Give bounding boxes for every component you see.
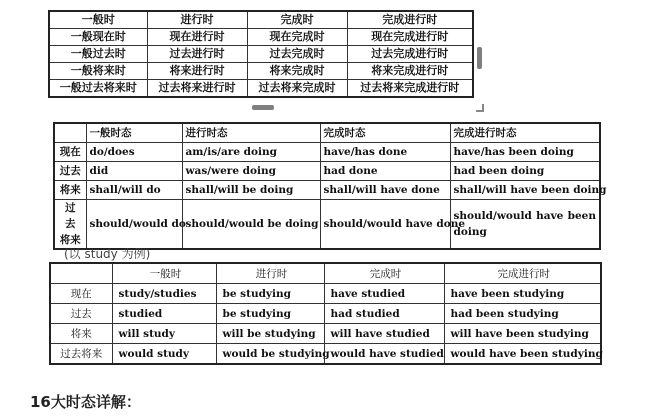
table-row (49, 11, 473, 29)
table-header-cell: 进行时 (216, 263, 324, 284)
resize-handle-corner[interactable] (476, 104, 484, 112)
table-header-row (54, 123, 600, 143)
table-row (54, 143, 600, 162)
table-cell: 进行时 (147, 11, 247, 29)
resize-handle-bottom[interactable] (252, 105, 274, 110)
table-cell: will study (112, 324, 216, 344)
table-cell: should/would do (86, 200, 182, 250)
table-cell: am/is/are doing (182, 143, 320, 162)
table-cell: will have studied (324, 324, 444, 344)
table-cell: 完成时 (247, 11, 347, 29)
table-header-cell (54, 123, 86, 143)
table-cell: would be studying (216, 344, 324, 365)
row-label: 将来 (54, 181, 86, 200)
table-header-cell: 一般时 (112, 263, 216, 284)
table-cell: have/has been doing (450, 143, 600, 162)
table-header-cell: 进行时态 (182, 123, 320, 143)
table-cell: 一般过去时 (49, 46, 147, 63)
section-heading: 16大时态详解： (30, 393, 141, 411)
table-row (49, 29, 473, 46)
row-label: 过去 (54, 162, 86, 181)
table-row (50, 344, 601, 365)
tense-overview-table (48, 10, 474, 98)
table-cell: be studying (216, 304, 324, 324)
table-cell: 现在完成进行时 (347, 29, 473, 46)
table-cell: 将来进行时 (147, 63, 247, 80)
table-cell: shall/will have been doing (450, 181, 600, 200)
table-cell: 完成进行时 (347, 11, 473, 29)
table-cell: 过去将来进行时 (147, 80, 247, 98)
row-label: 过 去 将来 (54, 200, 86, 250)
table-cell: had been doing (450, 162, 600, 181)
table-cell: study/studies (112, 284, 216, 304)
table-cell: had studied (324, 304, 444, 324)
study-example-table (49, 262, 602, 365)
table-cell: shall/will be doing (182, 181, 320, 200)
table-row (54, 162, 600, 181)
table-cell: have been studying (444, 284, 601, 304)
table-cell: have/has done (320, 143, 450, 162)
table-cell: 过去将来完成时 (247, 80, 347, 98)
table-header-cell: 完成时态 (320, 123, 450, 143)
row-label: 现在 (50, 284, 112, 304)
table-cell: shall/will do (86, 181, 182, 200)
table-cell: 现在进行时 (147, 29, 247, 46)
resize-handle-right[interactable] (477, 47, 482, 69)
table-header-cell: 完成进行时态 (450, 123, 600, 143)
table-header-cell: 一般时态 (86, 123, 182, 143)
table-row (50, 284, 601, 304)
table-cell: did (86, 162, 182, 181)
row-label: 过去 (50, 304, 112, 324)
table-cell: was/were doing (182, 162, 320, 181)
table-cell: 过去完成时 (247, 46, 347, 63)
table-cell: had been studying (444, 304, 601, 324)
row-label: 现在 (54, 143, 86, 162)
table-header-cell: 完成进行时 (444, 263, 601, 284)
table-cell: should/would have been doing (450, 200, 600, 250)
table-row (54, 181, 600, 200)
row-label: 将来 (50, 324, 112, 344)
table-cell: 一般时 (49, 11, 147, 29)
table-header-cell: 完成时 (324, 263, 444, 284)
table-cell: 将来完成进行时 (347, 63, 473, 80)
tense-form-table (53, 122, 607, 250)
table-cell: 一般现在时 (49, 29, 147, 46)
table-cell: will have been studying (444, 324, 601, 344)
table-cell: 一般过去将来时 (49, 80, 147, 98)
table-header-row (50, 263, 601, 284)
table-cell: had done (320, 162, 450, 181)
table-cell: studied (112, 304, 216, 324)
table-cell: should/would be doing (182, 200, 320, 250)
table-cell: 现在完成时 (247, 29, 347, 46)
table-cell: will be studying (216, 324, 324, 344)
table-cell: would have been studying (444, 344, 601, 365)
table-cell: would study (112, 344, 216, 365)
table-cell: have studied (324, 284, 444, 304)
table-row (50, 324, 601, 344)
table-cell: 过去进行时 (147, 46, 247, 63)
table-header-cell (50, 263, 112, 284)
table-row (54, 200, 600, 250)
table-row (49, 46, 473, 63)
table-row (49, 80, 473, 98)
example-note: (以 study 为例) (64, 247, 151, 261)
table-cell: 过去完成进行时 (347, 46, 473, 63)
table-cell: should/would have done (320, 200, 450, 250)
table-cell: do/does (86, 143, 182, 162)
table-cell: would have studied (324, 344, 444, 365)
table-row (50, 304, 601, 324)
table-cell: 一般将来时 (49, 63, 147, 80)
table-cell: shall/will have done (320, 181, 450, 200)
table-cell: 过去将来完成进行时 (347, 80, 473, 98)
table-cell: be studying (216, 284, 324, 304)
row-label: 过去将来 (50, 344, 112, 365)
table-row (49, 63, 473, 80)
table-cell: 将来完成时 (247, 63, 347, 80)
